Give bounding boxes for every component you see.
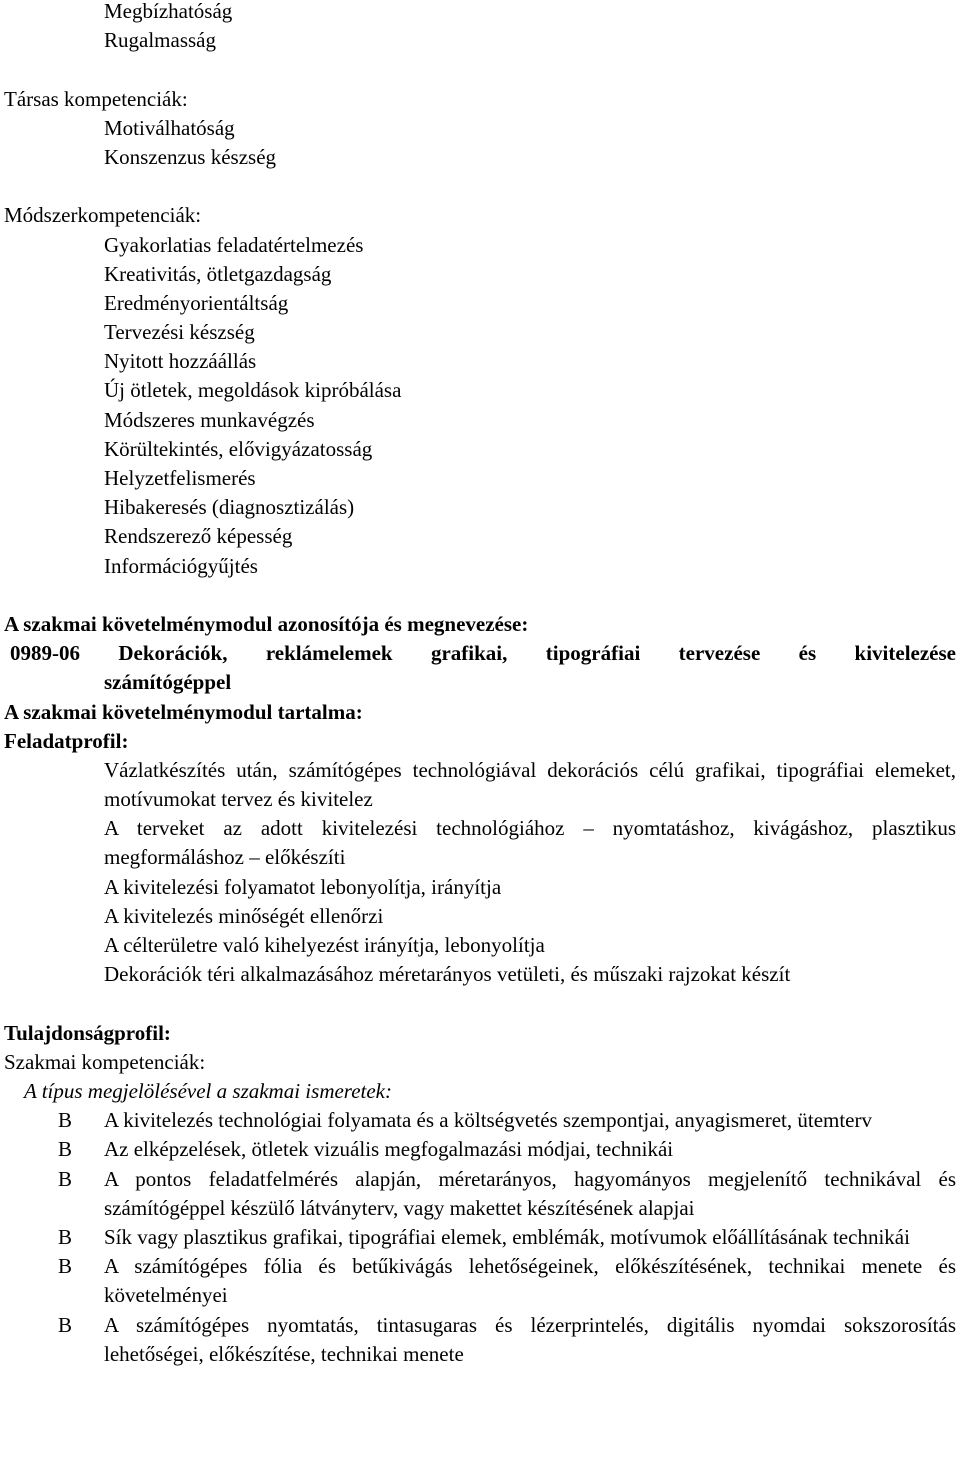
spacer <box>0 990 960 1019</box>
task-item: Vázlatkészítés után, számítógépes technológiával dekorációs célú grafikai, tipográfiai elemeket, motívumokat tervez és kivitelez <box>104 757 956 812</box>
section-heading-tarsas: Társas kompetenciák: <box>4 86 188 111</box>
knowledge-item <box>0 1223 960 1252</box>
list-item: Tervezési készség <box>104 320 255 345</box>
list-item: Új ötletek, megoldások kipróbálása <box>104 378 402 403</box>
list-item: Rugalmasság <box>104 28 216 53</box>
section-heading-modszer: Módszerkompetenciák: <box>4 203 202 228</box>
list-item: Megbízhatóság <box>104 0 233 23</box>
tipus-heading: A típus megjelölésével a szakmai ismeretek: <box>24 1079 392 1104</box>
knowledge-item <box>0 1311 960 1369</box>
list-item: Motiválhatóság <box>104 115 235 140</box>
knowledge-text: A pontos feladatfelmérés alapján, méretarányos, hagyományos megjelenítő technikával és számítógéppel készülő látványterv, vagy makettet készítésének alapjai <box>104 1166 956 1220</box>
knowledge-item <box>0 1135 960 1164</box>
list-item: Eredményorientáltság <box>104 290 289 315</box>
list-item: Információgyűjtés <box>104 553 258 578</box>
knowledge-text: Sík vagy plasztikus grafikai, tipográfiai elemek, emblémák, motívumok előállításának technikái <box>104 1225 910 1250</box>
module-content-heading: A szakmai követelménymodul tartalma: <box>4 699 363 724</box>
list-item: Kreativitás, ötletgazdagság <box>104 261 332 286</box>
task-item: A terveket az adott kivitelezési technológiához – nyomtatáshoz, kivágáshoz, plasztikus megformáláshoz – előkészíti <box>104 816 956 870</box>
task-item: Dekorációk téri alkalmazásához méretarányos vetületi, és műszaki rajzokat készít <box>104 962 791 987</box>
knowledge-text: A számítógépes fólia és betűkivágás lehetőségeinek, előkészítésének, technikai menete és követelményei <box>104 1254 956 1308</box>
list-item: Konszenzus készség <box>104 144 277 169</box>
knowledge-text: A kivitelezés technológiai folyamata és a költségvetés szempontjai, anyagismeret, ütemterv <box>104 1108 872 1133</box>
type-marker: B <box>58 1312 73 1337</box>
type-marker: B <box>58 1254 73 1279</box>
task-item: A célterületre való kihelyezést irányítja, lebonyolítja <box>104 933 545 958</box>
tulajdonsagprofil-heading: Tulajdonságprofil: <box>4 1020 171 1045</box>
type-marker: B <box>58 1166 73 1191</box>
module-id-heading: A szakmai követelménymodul azonosítója és megnevezése: <box>4 611 529 636</box>
list-item: Hibakeresés (diagnosztizálás) <box>104 495 355 520</box>
type-marker: B <box>58 1137 73 1162</box>
knowledge-item <box>0 1106 960 1135</box>
spacer <box>0 581 960 610</box>
knowledge-text: A számítógépes nyomtatás, tintasugaras és lézerprintelés, digitális nyomdai sokszorosítás lehetőségei, előkészítése, technikai menete <box>104 1312 956 1366</box>
spacer <box>0 55 960 84</box>
list-item: Gyakorlatias feladatértelmezés <box>104 232 364 257</box>
list-item: Nyitott hozzáállás <box>104 349 257 374</box>
knowledge-item <box>0 1252 960 1310</box>
list-item: Helyzetfelismerés <box>104 466 256 490</box>
knowledge-item <box>0 1165 960 1223</box>
module-title-line-1: 0989-06 Dekorációk, reklámelemek grafikai, tipográfiai tervezése és kivitelezése <box>10 641 956 666</box>
spacer <box>0 172 960 201</box>
knowledge-text: Az elképzelések, ötletek vizuális megfogalmazási módjai, technikái <box>104 1137 674 1162</box>
task-item: A kivitelezés minőségét ellenőrzi <box>104 903 384 928</box>
list-item: Rendszerező képesség <box>104 524 293 549</box>
list-item: Körültekintés, elővigyázatosság <box>104 436 373 461</box>
module-title-line-2: számítógéppel <box>104 670 232 695</box>
feladatprofil-heading: Feladatprofil: <box>4 728 129 753</box>
task-item: A kivitelezési folyamatot lebonyolítja, irányítja <box>104 874 502 899</box>
type-marker: B <box>58 1225 73 1250</box>
szakmai-kompetenciak-heading: Szakmai kompetenciák: <box>4 1049 206 1074</box>
list-item: Módszeres munkavégzés <box>104 407 315 432</box>
type-marker: B <box>58 1108 73 1133</box>
